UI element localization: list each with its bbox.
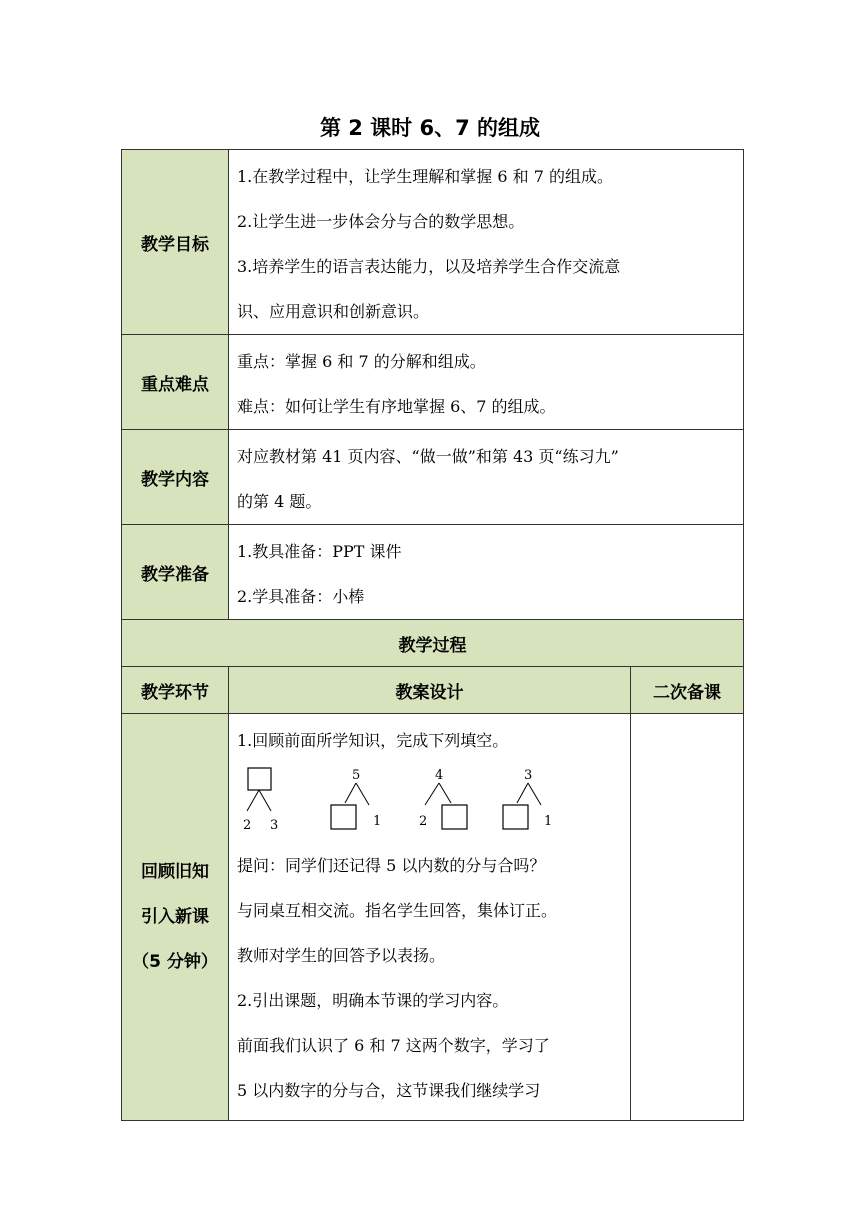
review-intro: 1.回顾前面所学知识，完成下列填空。: [237, 731, 509, 750]
key-point-line: 难点：如何让学生有序地掌握 6、7 的组成。: [237, 397, 556, 416]
objectives-row: [122, 150, 744, 335]
content-line: 对应教材第 41 页内容、“做一做”和第 43 页“练习九”: [237, 447, 619, 466]
review-stage-line: 回顾旧知: [141, 861, 209, 882]
lesson-plan-table: [121, 149, 744, 1121]
objective-line: 2.让学生进一步体会分与合的数学思想。: [237, 212, 525, 231]
key-point-line: 重点：掌握 6 和 7 的分解和组成。: [237, 352, 486, 371]
blank-box: [442, 805, 467, 829]
diagram-number: 2: [243, 818, 252, 833]
preparation-line: 2.学具准备：小棒: [237, 587, 365, 606]
column-header-secondary: 二次备课: [631, 667, 744, 714]
preparation-row: [122, 525, 744, 620]
number-composition-diagram: [237, 765, 617, 839]
review-stage-line: 引入新课: [141, 906, 209, 927]
objectives-label: 教学目标: [122, 150, 229, 335]
diagram-number: 2: [419, 814, 428, 829]
diagram-number: 1: [373, 814, 382, 829]
objective-line: 3.培养学生的语言表达能力，以及培养学生合作交流意: [237, 257, 621, 276]
process-header-row: [122, 620, 744, 667]
key-points-label: 重点难点: [122, 335, 229, 430]
column-header-row: [122, 667, 744, 714]
diagram-number: 5: [352, 768, 361, 783]
content-row: [122, 430, 744, 525]
review-stage-label: [122, 714, 229, 1121]
review-design-content: [229, 714, 631, 1121]
page-title: 第 2 课时 6、7 的组成: [319, 116, 541, 140]
process-header: 教学过程: [122, 620, 744, 667]
blank-box: [503, 805, 528, 829]
review-stage-line: （5 分钟）: [132, 951, 218, 972]
review-line: 5 以内数字的分与合，这节课我们继续学习: [237, 1081, 541, 1100]
diagram-number: 3: [524, 768, 533, 783]
review-line: 前面我们认识了 6 和 7 这两个数字，学习了: [237, 1036, 550, 1055]
review-line: 教师对学生的回答予以表扬。: [237, 946, 446, 965]
diagram-number: 4: [435, 768, 444, 783]
blank-box: [248, 768, 271, 790]
key-points-row: [122, 335, 744, 430]
content-label: 教学内容: [122, 430, 229, 525]
review-line: 2.引出课题，明确本节课的学习内容。: [237, 991, 509, 1010]
content-line: 的第 4 题。: [237, 492, 322, 511]
content-text: [229, 430, 744, 525]
diagram-number: 1: [544, 814, 553, 829]
column-header-stage: 教学环节: [122, 667, 229, 714]
objectives-content: [229, 150, 744, 335]
review-line: 与同桌互相交流。指名学生回答，集体订正。: [237, 901, 558, 920]
blank-box: [331, 805, 356, 829]
preparation-line: 1.教具准备：PPT 课件: [237, 542, 402, 561]
review-row: [122, 714, 744, 1121]
preparation-content: [229, 525, 744, 620]
objective-line: 识、应用意识和创新意识。: [237, 302, 430, 321]
diagram-number: 3: [270, 818, 279, 833]
key-points-content: [229, 335, 744, 430]
column-header-design: 教案设计: [229, 667, 631, 714]
preparation-label: 教学准备: [122, 525, 229, 620]
objective-line: 1.在教学过程中，让学生理解和掌握 6 和 7 的组成。: [237, 167, 613, 186]
review-line: 提问：同学们还记得 5 以内数的分与合吗？: [237, 856, 546, 875]
review-secondary-notes: [631, 714, 744, 1121]
